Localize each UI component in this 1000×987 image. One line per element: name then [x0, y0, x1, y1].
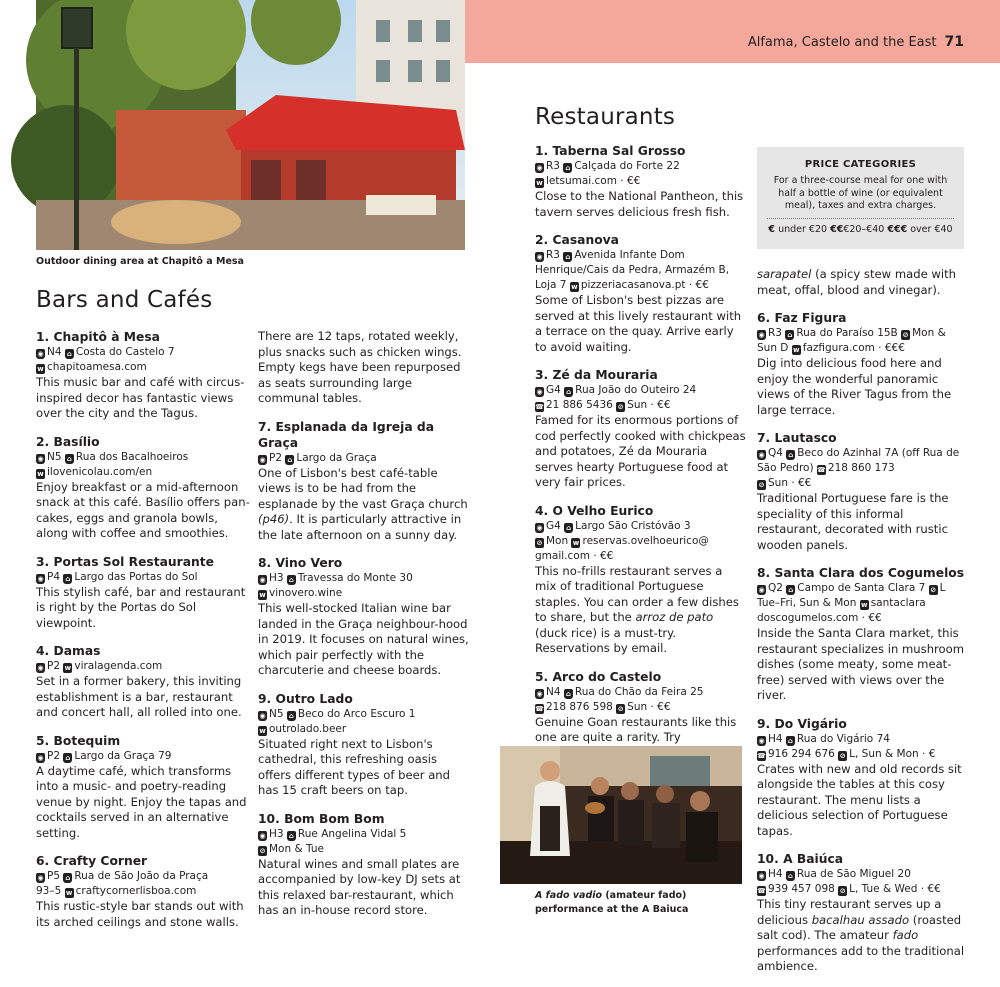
- photo-fado-performance: [500, 746, 742, 884]
- address: Beco do Azinhal 7A (off Rua de São Pedro): [757, 447, 960, 474]
- web-icon: w: [860, 601, 868, 609]
- house-icon: ⌂: [565, 689, 571, 698]
- entry-description: Famed for its enormous portions of cod perfectly cooked with chickpeas and potatoes, Zé da Mouraria serves hearty Portuguese food at very fair prices.: [535, 413, 746, 489]
- entry-name: 1. Chapitô à Mesa: [36, 330, 160, 344]
- price-range: over €40: [910, 223, 953, 235]
- website[interactable]: outrolado.beer: [269, 722, 347, 735]
- entry-meta: [36, 749, 251, 764]
- address: Calçada do Forte 22: [574, 160, 680, 172]
- bar-entry-continued: [258, 329, 473, 407]
- map-pin-icon: ◉: [37, 350, 44, 358]
- map-pin-icon: ◉: [259, 711, 266, 720]
- entry-name: 4. Damas: [36, 644, 101, 658]
- map-ref: R3: [768, 327, 782, 339]
- price: €€€: [884, 342, 905, 354]
- website[interactable]: ilovenicolau.com/en: [47, 465, 153, 478]
- caption-line-1: [535, 889, 735, 903]
- closed-days: Mon & Sun D: [757, 327, 946, 354]
- address: Rua de São João da Praça: [74, 870, 209, 882]
- price: €€: [599, 549, 614, 562]
- web-icon: w: [65, 889, 73, 897]
- address: Travessa do Monte 30: [297, 572, 413, 584]
- entry-meta: [757, 732, 969, 747]
- entry-description: Set in a former bakery, this inviting establishment is a bar, restaurant and concert hall, all rolled into one.: [36, 674, 242, 719]
- restaurant-entry: [757, 310, 969, 418]
- entry-name: 6. Faz Figura: [757, 311, 847, 325]
- entry-phone: ☎ 218 876 598 ⊘ Sun · €€: [535, 700, 671, 713]
- desc-part: This no-frills restaurant serves a mix of traditional Portuguese staples. You can order a few dishes to share, but the: [535, 563, 739, 624]
- web-icon: w: [572, 538, 580, 547]
- price: €€: [657, 700, 671, 713]
- bar-entry: [36, 853, 251, 930]
- phone[interactable]: 218 876 598: [546, 700, 613, 713]
- entry-meta: ◉ Q2 ⌂ Campo de Santa Clara 7 ⊘ L Tue–Fri, Sun & Mon w santaclara doscogumelos.com · €€: [757, 582, 946, 624]
- bar-entry: [36, 329, 251, 422]
- desc-part: . It is particularly attractive in the late afternoon on a sunny day.: [258, 512, 462, 542]
- entry-web: [36, 465, 251, 480]
- entry-phone: ☎ 939 457 098 ⊘ L, Tue & Wed · €€: [757, 883, 941, 895]
- restaurant-entry: [757, 716, 969, 840]
- website[interactable]: fazfigura.com: [802, 342, 875, 354]
- house-icon: ⌂: [566, 388, 572, 396]
- website[interactable]: vinovero.wine: [269, 587, 343, 599]
- restaurant-entry: [535, 143, 747, 220]
- price: €€: [868, 612, 882, 624]
- entry-name: 9. Outro Lado: [258, 691, 353, 706]
- entry-name: 7. Lautasco: [757, 431, 837, 445]
- desc-italic: arroz de pato: [635, 610, 714, 624]
- entry-meta: [757, 867, 969, 882]
- entry-description: [258, 466, 473, 544]
- map-ref: P2: [47, 660, 61, 672]
- house-icon: ⌂: [65, 753, 71, 762]
- bars-section-title: Bars and Cafés: [36, 287, 213, 313]
- entry-name: 6. Crafty Corner: [36, 854, 148, 868]
- address: Rua do Vigário 74: [796, 732, 890, 745]
- address: Largo das Portas do Sol: [74, 570, 198, 583]
- price: €€: [626, 175, 641, 187]
- house-icon: ⌂: [287, 455, 293, 464]
- restaurants-section-title: Restaurants: [535, 104, 676, 130]
- closed-days: Sun: [627, 399, 648, 411]
- web-icon: w: [259, 591, 266, 599]
- restaurants-column-1: [535, 143, 747, 773]
- map-pin-icon: ◉: [37, 574, 44, 583]
- entry-description: Situated right next to Lisbon's cathedral, this refreshing oasis offers different types of beer and has 15 craft beers on tap.: [258, 736, 451, 797]
- entry-description: Traditional Portuguese fare is the speciality of this informal restaurant, decorated with rustic wooden panels.: [757, 491, 949, 552]
- price-box-divider: [767, 218, 954, 219]
- entry-web: [258, 586, 473, 601]
- entry-meta: [535, 383, 747, 398]
- closed-days: Mon: [546, 534, 569, 547]
- map-ref: P2: [47, 749, 61, 762]
- map-pin-icon: ◉: [758, 586, 765, 594]
- entry-description: Some of Lisbon's best pizzas are served at this lively restaurant with a terrace on the quay. Arrive early to avoid waiting.: [535, 293, 742, 354]
- entry-meta: ◉ R3 ⌂ Rua do Paraíso 15B ⊘ Mon & Sun D w fazfigura.com · €€€: [757, 327, 946, 354]
- bars-column-2: [258, 329, 473, 931]
- entry-description: A daytime café, which transforms into a music- and poetry-reading venue by night. Enjoy the tapas and cocktails served in an alternative setting.: [36, 763, 247, 840]
- map-pin-icon: ◉: [536, 689, 543, 698]
- web-icon: w: [793, 346, 800, 354]
- map-ref: N4: [546, 685, 561, 698]
- entry-name: 10. A Baiúca: [757, 852, 844, 866]
- photo-top-caption: [36, 255, 244, 269]
- entry-name: 3. Zé da Mouraria: [535, 368, 658, 382]
- caption-italic: A fado vadio: [535, 890, 603, 901]
- website[interactable]: chapitoamesa.com: [47, 361, 147, 373]
- map-pin-icon: ◉: [758, 872, 765, 880]
- entry-name: 3. Portas Sol Restaurante: [36, 554, 215, 569]
- website[interactable]: santaclara doscogumelos.com: [757, 597, 926, 624]
- page-reference[interactable]: (p46): [258, 512, 290, 526]
- address: Largo da Graça 79: [74, 749, 172, 762]
- house-icon: ⌂: [566, 523, 572, 532]
- phone-icon: ☎: [757, 887, 766, 895]
- closed-icon: ⊘: [259, 846, 266, 855]
- entry-description: This music bar and café with circus-inspired decor has fantastic views over the city and the Tagus.: [36, 375, 245, 420]
- entry-meta: [36, 869, 251, 884]
- caption-text: Outdoor dining area at Chapitô a Mesa: [36, 256, 244, 267]
- price-box-description: For a three-course meal for one with half a bottle of wine (or equivalent meal), taxes and extra charges.: [773, 175, 948, 211]
- phone[interactable]: 218 860 173: [827, 462, 895, 474]
- closed-icon: ⊘: [617, 403, 624, 411]
- map-pin-icon: ◉: [758, 451, 765, 459]
- price-symbol: €: [768, 223, 776, 235]
- map-ref: H3: [269, 827, 284, 840]
- closed-days: Sun: [627, 700, 648, 713]
- entry-description: This well-stocked Italian wine bar landed in the Graça neighbour-hood in 2019. It focuses on natural wines, which pair perfectly with the charcuterie and cheese boards.: [258, 601, 469, 677]
- website[interactable]: pizzeriacasanova.pt: [580, 279, 686, 291]
- price-categories-box: [757, 147, 964, 249]
- entry-meta: [36, 570, 251, 585]
- price-range: €20–€40: [843, 223, 885, 235]
- restaurant-entry: [757, 565, 969, 704]
- photo-bottom-caption: [535, 889, 735, 917]
- bar-entry: [258, 555, 473, 679]
- map-pin-icon: ◉: [758, 331, 765, 339]
- address: Largo São Cristóvão 3: [575, 519, 691, 532]
- running-head: [748, 34, 964, 50]
- entry-closed: ⊘ Sun · €€: [758, 477, 812, 489]
- entry-meta: [36, 345, 251, 360]
- entry-meta: [36, 659, 251, 674]
- entry-phone: ☎ 21 886 5436 ⊘ Sun · €€: [535, 399, 671, 411]
- web-icon: w: [259, 726, 266, 735]
- website[interactable]: viralagenda.com: [74, 660, 163, 672]
- web-icon: w: [64, 664, 72, 672]
- entry-description: Enjoy breakfast or a mid-afternoon snack at this café. Basílio offers pan-cakes, eggs and granola bowls, along with coffee and smoothies.: [36, 479, 250, 540]
- entry-web: [36, 360, 251, 375]
- caption-line-2: performance at the A Baiuca: [535, 904, 689, 915]
- bar-entry: [258, 811, 473, 919]
- map-ref: G4: [546, 384, 561, 396]
- price: €: [928, 747, 936, 760]
- entry-web: [36, 884, 251, 899]
- house-icon: ⌂: [288, 711, 294, 720]
- restaurant-entry: [535, 232, 747, 355]
- map-pin-icon: ◉: [259, 455, 266, 464]
- map-pin-icon: ◉: [259, 831, 266, 840]
- price: €€: [695, 279, 709, 291]
- desc-italic: fado: [892, 928, 919, 942]
- map-pin-icon: ◉: [37, 874, 44, 882]
- entry-name: 2. Basílio: [36, 434, 100, 449]
- entry-description: Genuine Goan restaurants like this one are quite a rarity. Try: [535, 714, 737, 744]
- entry-description: There are 12 taps, rotated weekly, plus snacks such as chicken wings. Empty kegs have been repurposed as seats surrounding large communal tables.: [258, 329, 462, 405]
- desc-part: One of Lisbon's best café-table views is to be had from the esplanade by the vast Graça church: [258, 465, 468, 511]
- web-icon: w: [536, 179, 543, 187]
- phone[interactable]: 21 886 5436: [546, 399, 613, 411]
- closed-icon: ⊘: [839, 751, 846, 760]
- web-icon: w: [571, 283, 578, 291]
- entry-description: [757, 267, 969, 298]
- house-icon: ⌂: [565, 253, 571, 261]
- entry-description: Crates with new and old records sit alongside the tables at this cosy restaurant. The menu lists a delicious selection of Portuguese tapas.: [757, 761, 962, 838]
- entry-name: 7. Esplanada da Igreja da Graça: [258, 419, 435, 450]
- address-cont: 93–5: [36, 885, 62, 897]
- entry-description: [757, 897, 969, 975]
- caption-rest: (amateur fado): [605, 890, 687, 901]
- page-number: 71: [944, 34, 964, 50]
- map-ref: P4: [47, 570, 61, 583]
- map-ref: G4: [546, 519, 561, 532]
- web-icon: w: [37, 365, 44, 373]
- closed-icon: ⊘: [930, 586, 937, 594]
- entry-description: Dig into delicious food here and enjoy the wonderful panoramic views of the River Tagus from the large terrace.: [757, 356, 952, 417]
- closed-icon: ⊘: [617, 704, 624, 713]
- entry-meta: [757, 446, 969, 476]
- closed-icon: ⊘: [839, 887, 846, 895]
- house-icon: ⌂: [65, 574, 71, 583]
- map-ref: P2: [269, 451, 283, 464]
- house-icon: ⌂: [288, 576, 294, 584]
- entry-meta: [258, 707, 473, 722]
- map-ref: Q4: [768, 447, 783, 459]
- map-ref: N5: [269, 707, 284, 720]
- address: Rua de São Miguel 20: [796, 868, 911, 880]
- map-pin-icon: ◉: [37, 753, 44, 762]
- restaurant-entry: [535, 503, 747, 657]
- house-icon: ⌂: [65, 874, 71, 882]
- desc-part: (a spicy stew made with meat, offal, blood and vinegar).: [757, 267, 956, 297]
- closed-days: Mon & Tue: [269, 842, 324, 855]
- address: Rua João do Outeiro 24: [575, 384, 697, 396]
- house-icon: ⌂: [565, 164, 571, 172]
- house-icon: ⌂: [788, 451, 794, 459]
- bar-entry: [36, 554, 251, 632]
- map-pin-icon: ◉: [536, 164, 543, 172]
- price: €€: [657, 399, 671, 411]
- entry-web: w letsumai.com · €€: [536, 175, 641, 187]
- closed-days: L Tue–Fri, Sun & Mon: [757, 582, 946, 609]
- section-title: Alfama, Castelo and the East: [747, 35, 937, 50]
- entry-closed: [258, 842, 473, 857]
- entry-meta: [258, 451, 473, 466]
- price-symbol: €€€: [887, 223, 908, 235]
- entry-name: 4. O Velho Eurico: [535, 503, 654, 518]
- restaurants-column-2: [757, 267, 969, 987]
- closed-icon: ⊘: [536, 538, 543, 547]
- bar-entry: [36, 733, 251, 842]
- house-icon: ⌂: [787, 736, 793, 745]
- address: Beco do Arco Escuro 1: [297, 707, 416, 720]
- entry-description: [535, 564, 747, 657]
- entry-meta: [535, 519, 747, 534]
- house-icon: ⌂: [787, 872, 793, 880]
- desc-italic: sarapatel: [757, 267, 812, 281]
- entry-meta: [535, 685, 747, 700]
- restaurant-entry: [535, 367, 747, 491]
- closed-icon: ⊘: [902, 331, 909, 339]
- phone-icon: ☎: [535, 403, 544, 411]
- bar-entry: [258, 691, 473, 799]
- map-pin-icon: ◉: [536, 253, 543, 261]
- entry-description: This stylish café, bar and restaurant is right by the Portas do Sol viewpoint.: [36, 584, 246, 630]
- phone-icon: ☎: [535, 704, 544, 713]
- bar-entry: [36, 643, 251, 721]
- address: Largo da Graça: [296, 451, 377, 464]
- restaurant-entry: [757, 430, 969, 553]
- entry-meta: [535, 159, 747, 174]
- entry-name: 8. Santa Clara dos Cogumelos: [757, 566, 965, 580]
- closed-days: L, Tue & Wed: [849, 883, 918, 895]
- closed-icon: ⊘: [758, 481, 765, 489]
- bars-column-1: [36, 329, 251, 942]
- entry-description: Inside the Santa Clara market, this restaurant specializes in mushroom dishes (some meaty, some meat-free) served with views over the river.: [757, 626, 965, 702]
- price: €€: [927, 883, 941, 895]
- address: Rua dos Bacalhoeiros: [75, 450, 189, 463]
- entry-meta: [258, 827, 473, 842]
- entry-meta: ◉ R3 ⌂ Avenida Infante Dom Henrique/Cais da Pedra, Armazém B, Loja 7 w pizzeriacasanova.pt · €€: [535, 249, 730, 291]
- entry-name: 9. Do Vigário: [757, 716, 847, 731]
- map-pin-icon: ◉: [536, 523, 543, 532]
- entry-description: Close to the National Pantheon, this tavern serves delicious fresh fish.: [535, 189, 744, 219]
- entry-name: 8. Vino Vero: [258, 556, 343, 570]
- bar-entry: [36, 434, 251, 542]
- entry-name: 10. Bom Bom Bom: [258, 811, 385, 826]
- phone[interactable]: 939 457 098: [768, 883, 835, 895]
- closed-days: Sun: [768, 477, 788, 489]
- entry-meta: [36, 450, 251, 465]
- desc-part: (duck rice) is a must-try. Reservations by email.: [535, 625, 677, 655]
- price: €€: [798, 477, 812, 489]
- map-ref: N5: [47, 450, 62, 463]
- address: Rua do Paraíso 15B: [796, 327, 898, 339]
- entry-name: 1. Taberna Sal Grosso: [535, 144, 686, 158]
- desc-italic: bacalhau assado: [811, 912, 910, 927]
- house-icon: ⌂: [288, 831, 294, 840]
- map-pin-icon: ◉: [259, 576, 266, 584]
- address: Avenida Infante Dom Henrique/Cais da Pedra, Armazém B, Loja 7: [535, 249, 730, 291]
- restaurant-entry-continued: [757, 267, 969, 298]
- entry-web: [258, 722, 473, 737]
- entry-description: Natural wines and small plates are accompanied by low-key DJ sets at this relaxed bar-restaurant, which has an in-house record store.: [258, 856, 461, 917]
- entry-name: 5. Botequim: [36, 733, 121, 748]
- desc-part: performances add to the traditional ambience.: [757, 943, 965, 973]
- map-pin-icon: ◉: [37, 454, 44, 463]
- house-icon: ⌂: [66, 350, 72, 358]
- map-ref: H3: [269, 572, 284, 584]
- entry-name: 2. Casanova: [535, 233, 619, 247]
- restaurant-entry: [757, 851, 969, 975]
- map-pin-icon: ◉: [37, 664, 44, 672]
- entry-web: ⊘ Mon w reservas.ovelhoeurico@ gmail.com · €€: [535, 534, 709, 562]
- price-box-values: [767, 224, 954, 235]
- entry-name: 5. Arco do Castelo: [535, 669, 662, 684]
- header-band: [465, 0, 1000, 63]
- map-ref: R3: [546, 160, 560, 172]
- desc-part: This tiny restaurant serves up a delicious: [757, 897, 942, 927]
- photo-chapito-terrace: [36, 0, 465, 250]
- price-symbol: €€: [830, 223, 844, 235]
- price-box-title: PRICE CATEGORIES: [804, 159, 917, 170]
- address: Rue Angelina Vidal 5: [297, 827, 407, 840]
- house-icon: ⌂: [787, 331, 793, 339]
- entry-phone: ☎ 916 294 676 ⊘ L, Sun & Mon · €: [757, 747, 936, 760]
- entry-meta: [258, 571, 473, 586]
- address: Costa do Castelo 7: [75, 346, 175, 358]
- email[interactable]: reservas.ovelhoeurico@ gmail.com: [535, 534, 709, 562]
- address: Campo de Santa Clara 7: [797, 582, 926, 594]
- map-pin-icon: ◉: [758, 736, 765, 745]
- desc-part: (roasted salt cod). The amateur: [757, 912, 962, 942]
- web-icon: w: [37, 469, 44, 478]
- website[interactable]: letsumai.com: [546, 175, 617, 187]
- phone-icon: ☎: [757, 751, 766, 760]
- map-ref: R3: [546, 249, 560, 261]
- phone[interactable]: 916 294 676: [768, 747, 835, 760]
- map-ref: Q2: [768, 582, 783, 594]
- address: Rua do Chão da Feira 25: [574, 685, 704, 698]
- map-ref: N4: [47, 346, 62, 358]
- entry-description: This rustic-style bar stands out with its arched ceilings and stone walls.: [36, 899, 244, 929]
- map-pin-icon: ◉: [536, 388, 543, 396]
- house-icon: ⌂: [788, 586, 794, 594]
- map-ref: H4: [768, 732, 783, 745]
- map-ref: H4: [768, 868, 783, 880]
- price-range: under €20: [778, 223, 828, 235]
- closed-days: L, Sun & Mon: [849, 747, 919, 760]
- phone-icon: ☎: [817, 466, 826, 474]
- house-icon: ⌂: [66, 454, 72, 463]
- website[interactable]: craftycornerlisboa.com: [75, 885, 197, 897]
- bar-entry: [258, 419, 473, 544]
- map-ref: P5: [47, 870, 61, 882]
